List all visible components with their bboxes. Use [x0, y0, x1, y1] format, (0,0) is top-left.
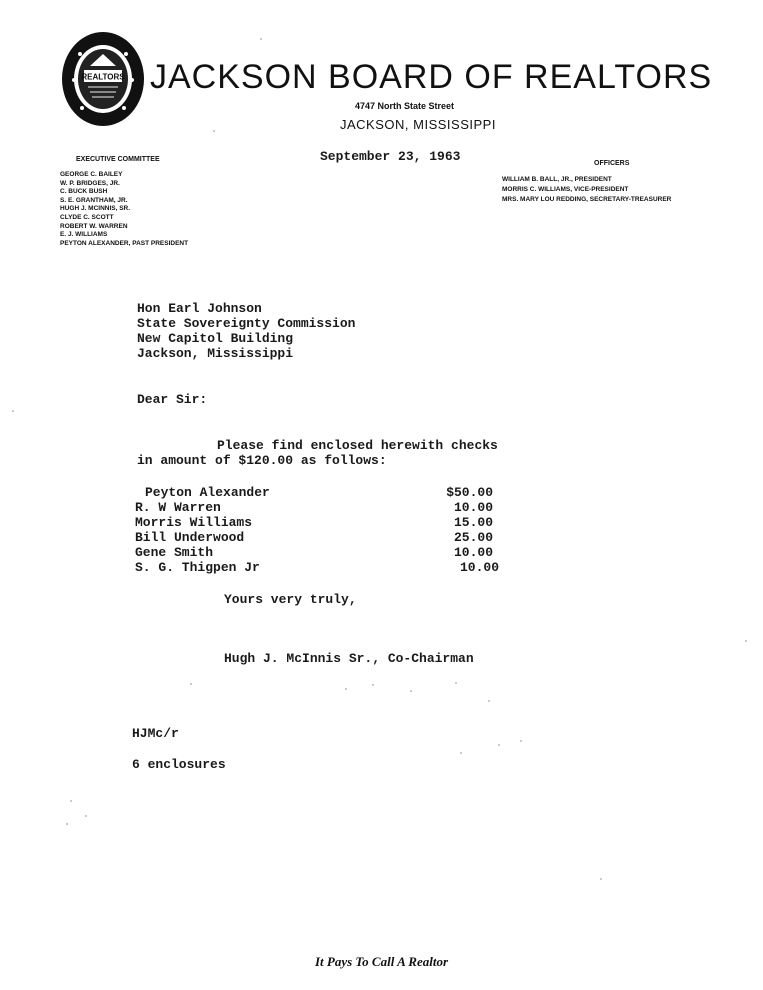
committee-member: S. E. GRANTHAM, JR. — [60, 196, 128, 204]
committee-member: PEYTON ALEXANDER, PAST PRESIDENT — [60, 239, 189, 247]
committee-member: CLYDE C. SCOTT — [60, 213, 114, 221]
check-amount: 10.00 — [459, 560, 499, 575]
check-amount: $50.00 — [446, 485, 493, 500]
check-row — [135, 560, 505, 575]
committee-member: HUGH J. MCINNIS, SR. — [60, 205, 131, 213]
check-name: S. G. Thigpen Jr — [135, 560, 260, 575]
officers-block — [502, 160, 671, 205]
check-amount: 25.00 — [453, 530, 493, 545]
committee-member: ROBERT W. WARREN — [60, 222, 128, 230]
committee-member: C. BUCK BUSH — [60, 188, 108, 196]
footer-slogan: It Pays To Call A Realtor — [314, 954, 449, 969]
committee-member: E. J. WILLIAMS — [60, 231, 108, 239]
check-amount: 10.00 — [453, 545, 493, 560]
officer-entry: MORRIS C. WILLIAMS, VICE-PRESIDENT — [502, 186, 629, 193]
signature-line: Hugh J. McInnis Sr., Co-Chairman — [224, 651, 474, 666]
check-row — [135, 515, 505, 530]
committee-member: W. P. BRIDGES, JR. — [60, 179, 120, 187]
executive-committee-block — [60, 156, 188, 248]
check-row — [135, 530, 505, 545]
check-name: Peyton Alexander — [145, 485, 270, 500]
check-name: Morris Williams — [135, 515, 253, 530]
check-name: Bill Underwood — [135, 530, 245, 545]
enclosures-note: 6 enclosures — [132, 757, 226, 772]
body-line-1: Please find enclosed herewith checks — [217, 438, 498, 453]
organization-title: JACKSON BOARD OF REALTORS — [150, 58, 713, 96]
svg-text:REALTORS: REALTORS — [81, 72, 125, 82]
closing: Yours very truly, — [224, 592, 357, 607]
salutation: Dear Sir: — [137, 392, 208, 407]
recipient-organization: State Sovereignty Commission — [137, 316, 356, 331]
street-address: 4747 North State Street — [355, 101, 455, 111]
check-name: R. W Warren — [135, 500, 221, 515]
recipient-city: Jackson, Mississippi — [137, 346, 294, 361]
check-name: Gene Smith — [135, 545, 214, 560]
officers-heading: OFFICERS — [594, 160, 630, 167]
check-row — [135, 545, 505, 560]
recipient-building: New Capitol Building — [137, 331, 294, 346]
body-paragraph — [137, 438, 498, 468]
check-amount: 10.00 — [453, 500, 493, 515]
officers-list — [502, 175, 671, 205]
officer-entry: MRS. MARY LOU REDDING, SECRETARY-TREASURER — [502, 196, 672, 203]
typist-initials: HJMc/r — [132, 726, 179, 741]
committee-heading: EXECUTIVE COMMITTEE — [76, 156, 160, 163]
letter-date: September 23, 1963 — [320, 149, 461, 164]
check-amount: 15.00 — [453, 515, 493, 530]
officer-entry: WILLIAM B. BALL, JR., PRESIDENT — [502, 176, 612, 183]
realtors-seal-logo — [60, 30, 146, 128]
check-row — [135, 485, 505, 500]
recipient-address — [137, 301, 355, 361]
city-address: JACKSON, MISSISSIPPI — [340, 117, 496, 132]
recipient-name: Hon Earl Johnson — [137, 301, 262, 316]
committee-member: GEORGE C. BAILEY — [60, 171, 123, 178]
body-line-2: in amount of $120.00 as follows: — [137, 453, 387, 468]
committee-list — [60, 171, 188, 248]
checks-list — [135, 485, 505, 575]
check-row — [135, 500, 505, 515]
